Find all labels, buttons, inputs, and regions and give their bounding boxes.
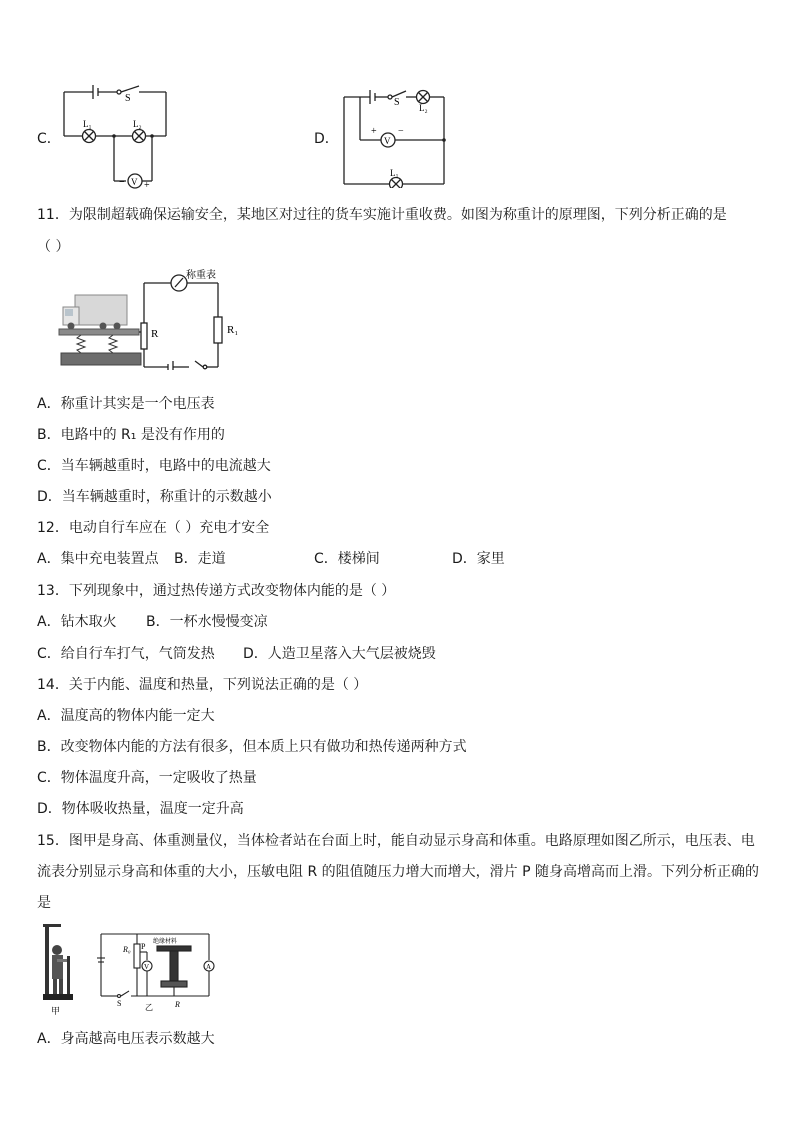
- option-c-label: C．: [37, 131, 61, 147]
- figure-jia-label: 甲: [51, 1006, 61, 1016]
- question-13-option-b: B．一杯水慢慢变凉: [146, 614, 268, 630]
- question-13-stem: 13．下列现象中，通过热传递方式改变物体内能的是（ ）: [37, 583, 396, 599]
- lamp1-label: L₁: [83, 119, 92, 129]
- r0-label: R₀: [123, 945, 131, 954]
- voltmeter-label: V: [384, 136, 391, 146]
- question-14-option-a: A．温度高的物体内能一定大: [37, 708, 215, 724]
- question-14-option-d: D．物体吸收热量，温度一定升高: [37, 801, 244, 817]
- option-d-label: D．: [314, 131, 339, 147]
- question-15-stem-line1: 15．图甲是身高、体重测量仪，当体检者站在台面上时，能自动显示身高和体重。电路原理如图乙所示，电压表、电: [37, 833, 755, 849]
- truck-icon: [63, 295, 127, 330]
- switch-label: S: [117, 999, 122, 1008]
- question-14-option-b: B．改变物体内能的方法有很多，但本质上只有做功和热传递两种方式: [37, 739, 467, 755]
- svg-text:−: −: [119, 177, 125, 188]
- question-14-option-c: C．物体温度升高，一定吸收了热量: [37, 770, 257, 786]
- meter-label: 称重表: [186, 270, 216, 281]
- question-11-option-b: B．电路中的 R₁ 是没有作用的: [37, 427, 225, 443]
- person-on-scale-icon: [43, 924, 73, 1000]
- resistor-r-label: R: [151, 328, 159, 340]
- question-13-option-c: C．给自行车打气，气筒发热: [37, 646, 215, 662]
- question-13-option-d: D．人造卫星落入大气层被烧毁: [243, 646, 436, 662]
- ammeter-label: A: [206, 963, 212, 971]
- lamp1-label: L₁: [390, 168, 399, 178]
- question-13-option-a: A．钻木取火: [37, 614, 117, 630]
- resistor-r1-label: R₁: [227, 324, 239, 336]
- weighing-scale-diagram: [55, 265, 255, 370]
- lamp2-label: L₂: [133, 119, 142, 129]
- question-14-stem: 14．关于内能、温度和热量，下列说法正确的是（ ）: [37, 677, 368, 693]
- insulator-label: 绝缘材料: [153, 939, 178, 945]
- question-15-stem-line3: 是: [37, 895, 51, 911]
- svg-text:+: +: [371, 126, 377, 137]
- question-12-stem: 12．电动自行车应在（ ）充电才安全: [37, 520, 270, 536]
- question-12-option-a: A．集中充电装置点: [37, 551, 159, 567]
- circuit-diagram-d: [338, 80, 453, 188]
- figure-yi-label: 乙: [145, 1003, 153, 1012]
- question-11-option-d: D．当车辆越重时，称重计的示数越小: [37, 489, 272, 505]
- lamp2-label: L₂: [419, 103, 428, 113]
- switch-label: S: [125, 93, 131, 104]
- question-12-option-b: B．走道: [174, 551, 226, 567]
- question-11-option-a: A．称重计其实是一个电压表: [37, 396, 215, 412]
- question-11-stem: 11．为限制超载确保运输安全，某地区对过往的货车实施计重收费。如图为称重计的原理图，下列分析正确的是: [37, 207, 727, 223]
- slider-p-label: P: [141, 942, 146, 951]
- question-15-option-a: A．身高越高电压表示数越大: [37, 1031, 215, 1047]
- voltmeter-label: V: [144, 963, 150, 971]
- voltmeter-label: V: [131, 177, 138, 187]
- question-11-blank: （ ）: [37, 239, 70, 255]
- question-15-stem-line2: 流表分别显示身高和体重的大小，压敏电阻 R 的阻值随压力增大而增大，滑片 P 随身高增高而上滑。下列分析正确的: [37, 864, 759, 880]
- svg-text:−: −: [398, 126, 404, 137]
- circuit-diagram-c: [55, 80, 180, 190]
- question-12-option-c: C．楼梯间: [314, 551, 380, 567]
- svg-text:+: +: [144, 180, 150, 190]
- question-12-option-d: D．家里: [452, 551, 505, 567]
- question-11-option-c: C．当车辆越重时，电路中的电流越大: [37, 458, 271, 474]
- pressure-resistor-label: R: [175, 1000, 180, 1009]
- height-weight-meter-diagram: [37, 922, 217, 1017]
- switch-label: S: [394, 97, 400, 108]
